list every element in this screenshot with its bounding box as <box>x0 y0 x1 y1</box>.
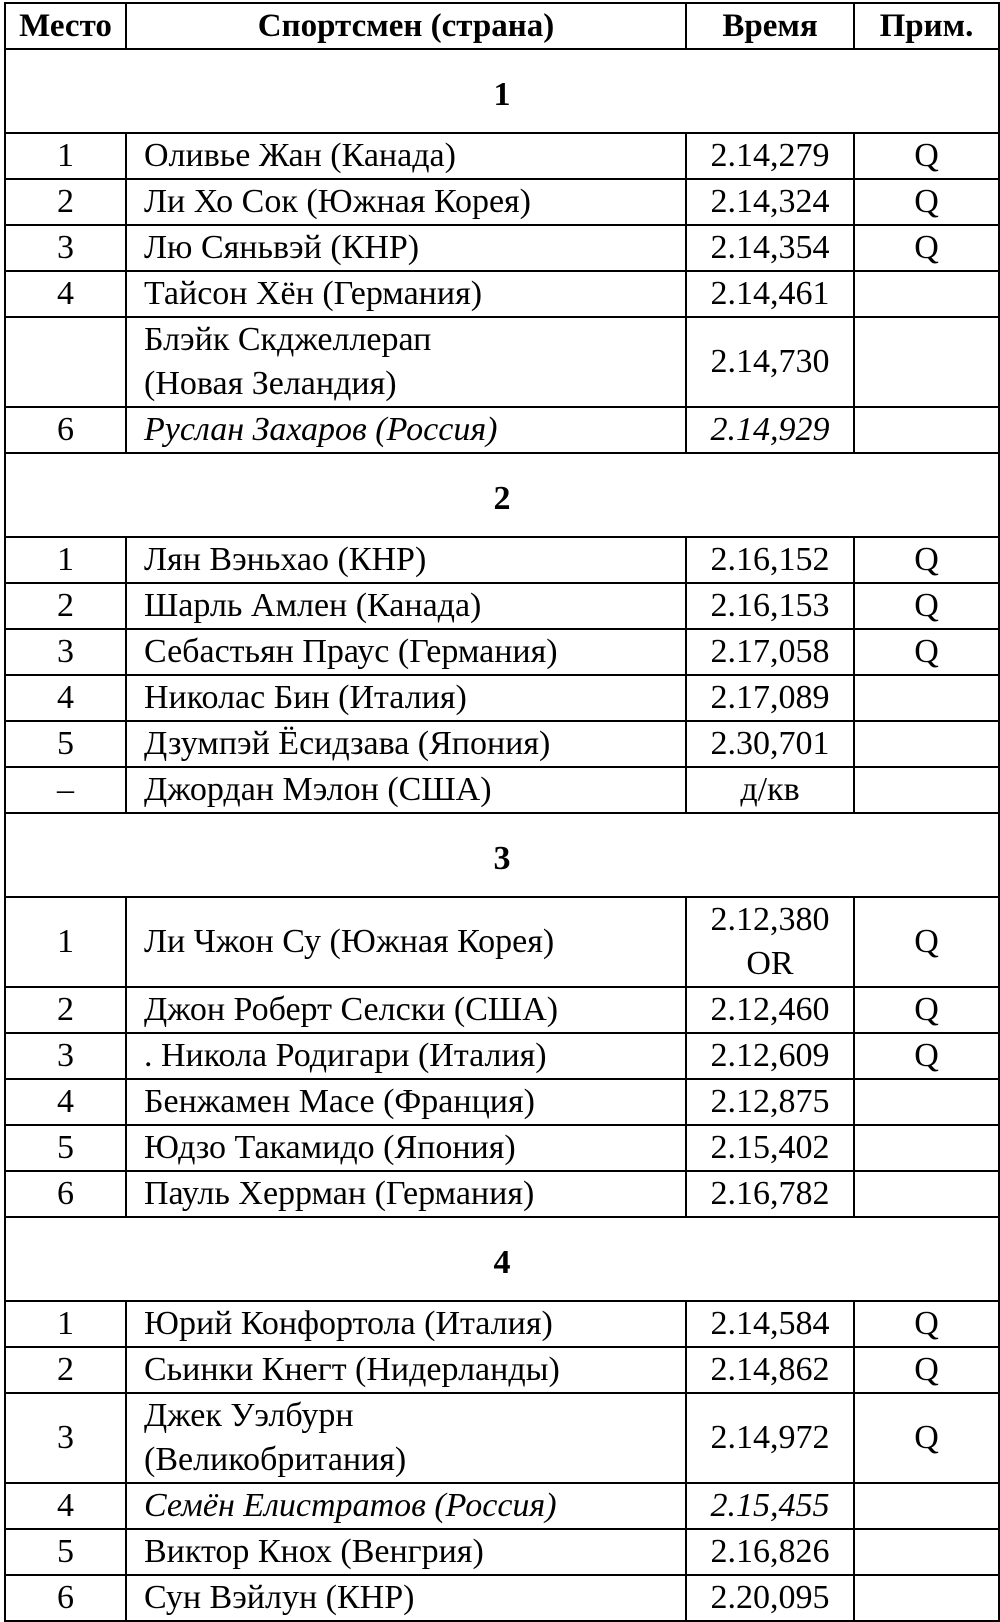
time-cell <box>686 537 854 583</box>
place-cell: 3 <box>5 1033 126 1079</box>
athlete-name-line: Себастьян Праус (Германия) <box>144 633 558 670</box>
time-value-line: 2.17,058 <box>710 633 830 670</box>
time-cell <box>686 1529 854 1575</box>
table-row <box>5 629 999 675</box>
athlete-name-line: (Новая Зеландия) <box>144 365 397 402</box>
time-cell <box>686 317 854 407</box>
table-row <box>5 1079 999 1125</box>
place-cell: 4 <box>5 1079 126 1125</box>
athlete-cell <box>126 1575 686 1621</box>
time-cell <box>686 675 854 721</box>
athlete-cell <box>126 897 686 987</box>
athlete-name-line: Оливье Жан (Канада) <box>144 137 456 174</box>
time-cell <box>686 583 854 629</box>
header-athlete: Спортсмен (страна) <box>126 3 686 49</box>
place-cell: 3 <box>5 225 126 271</box>
athlete-name-line: Джон Роберт Селски (США) <box>144 991 559 1028</box>
time-cell <box>686 1125 854 1171</box>
note-cell <box>854 1483 999 1529</box>
time-value-line: 2.14,584 <box>710 1305 830 1342</box>
time-value-line: 2.14,324 <box>710 183 830 220</box>
time-cell <box>686 225 854 271</box>
note-cell <box>854 721 999 767</box>
table-row <box>5 583 999 629</box>
results-body <box>5 49 999 1621</box>
athlete-name-line: (Великобритания) <box>144 1441 407 1478</box>
time-cell <box>686 1483 854 1529</box>
heat-label: 2 <box>5 453 999 537</box>
athlete-name-line: Пауль Херрман (Германия) <box>144 1175 535 1212</box>
time-value-line: 2.30,701 <box>710 725 830 762</box>
table-row <box>5 225 999 271</box>
place-cell: 6 <box>5 1171 126 1217</box>
table-row <box>5 1575 999 1621</box>
place-cell: 2 <box>5 583 126 629</box>
table-row <box>5 1393 999 1483</box>
athlete-cell <box>126 1529 686 1575</box>
time-value-line: OR <box>746 945 794 982</box>
athlete-cell <box>126 675 686 721</box>
place-cell: 2 <box>5 1347 126 1393</box>
time-value-line: 2.14,972 <box>710 1419 830 1456</box>
time-value-line: 2.15,402 <box>710 1129 830 1166</box>
athlete-name-line: Дзумпэй Ёсидзава (Япония) <box>144 725 551 762</box>
table-row <box>5 1483 999 1529</box>
place-cell: – <box>5 767 126 813</box>
place-cell: 5 <box>5 1529 126 1575</box>
note-cell: Q <box>854 1301 999 1347</box>
heat-header-row <box>5 49 999 133</box>
place-cell: 5 <box>5 721 126 767</box>
time-value-line: 2.15,455 <box>710 1487 830 1524</box>
note-cell: Q <box>854 1347 999 1393</box>
time-value-line: 2.12,875 <box>710 1083 830 1120</box>
athlete-name-line: Лян Вэньхао (КНР) <box>144 541 427 578</box>
time-cell <box>686 1301 854 1347</box>
time-value-line: д/кв <box>740 771 800 808</box>
note-cell <box>854 1171 999 1217</box>
athlete-cell <box>126 721 686 767</box>
time-cell <box>686 133 854 179</box>
table-row <box>5 987 999 1033</box>
note-cell <box>854 675 999 721</box>
place-cell: 2 <box>5 987 126 1033</box>
athlete-name-line: Тайсон Хён (Германия) <box>144 275 483 312</box>
place-cell: 2 <box>5 179 126 225</box>
heat-label: 1 <box>5 49 999 133</box>
time-cell <box>686 1575 854 1621</box>
time-value-line: 2.16,826 <box>710 1533 830 1570</box>
note-cell: Q <box>854 987 999 1033</box>
note-cell <box>854 407 999 453</box>
heat-header-row <box>5 813 999 897</box>
athlete-cell <box>126 537 686 583</box>
time-value-line: 2.16,153 <box>710 587 830 624</box>
note-cell: Q <box>854 897 999 987</box>
note-cell <box>854 767 999 813</box>
athlete-cell <box>126 1347 686 1393</box>
athlete-name-line: Сьинки Кнегт (Нидерланды) <box>144 1351 560 1388</box>
header-note: Прим. <box>854 3 999 49</box>
time-value-line: 2.14,461 <box>710 275 830 312</box>
place-cell: 4 <box>5 1483 126 1529</box>
time-value-line: 2.17,089 <box>710 679 830 716</box>
note-cell: Q <box>854 133 999 179</box>
place-cell: 1 <box>5 133 126 179</box>
note-cell <box>854 1529 999 1575</box>
athlete-cell <box>126 1125 686 1171</box>
table-row <box>5 1347 999 1393</box>
time-cell <box>686 179 854 225</box>
time-value-line: 2.20,095 <box>710 1579 830 1616</box>
table-row <box>5 897 999 987</box>
place-cell: 1 <box>5 897 126 987</box>
heat-header-row <box>5 453 999 537</box>
time-value-line: 2.14,354 <box>710 229 830 266</box>
athlete-name-line: Шарль Амлен (Канада) <box>144 587 482 624</box>
table-row <box>5 407 999 453</box>
note-cell: Q <box>854 179 999 225</box>
note-cell <box>854 1575 999 1621</box>
place-cell: 4 <box>5 271 126 317</box>
note-cell <box>854 317 999 407</box>
heat-header-row <box>5 1217 999 1301</box>
note-cell: Q <box>854 629 999 675</box>
athlete-cell <box>126 1393 686 1483</box>
athlete-cell <box>126 1079 686 1125</box>
athlete-name-line: Юдзо Такамидо (Япония) <box>144 1129 516 1166</box>
place-cell: 3 <box>5 1393 126 1483</box>
athlete-cell <box>126 179 686 225</box>
place-cell: 5 <box>5 1125 126 1171</box>
time-value-line: 2.14,279 <box>710 137 830 174</box>
athlete-cell <box>126 767 686 813</box>
table-row <box>5 1171 999 1217</box>
heat-label: 3 <box>5 813 999 897</box>
time-cell <box>686 1033 854 1079</box>
athlete-name-line: Ли Чжон Су (Южная Корея) <box>144 923 555 960</box>
note-cell: Q <box>854 225 999 271</box>
time-cell <box>686 897 854 987</box>
time-value-line: 2.16,152 <box>710 541 830 578</box>
athlete-cell <box>126 225 686 271</box>
time-value-line: 2.14,862 <box>710 1351 830 1388</box>
table-row <box>5 1125 999 1171</box>
athlete-cell <box>126 1171 686 1217</box>
place-cell: 3 <box>5 629 126 675</box>
athlete-name-line: Джек Уэлбурн <box>144 1397 354 1434</box>
table-row <box>5 537 999 583</box>
athlete-name-line: Юрий Конфортола (Италия) <box>144 1305 553 1342</box>
athlete-cell <box>126 317 686 407</box>
athlete-name-line: Виктор Кнох (Венгрия) <box>144 1533 484 1570</box>
time-cell <box>686 629 854 675</box>
header-time: Время <box>686 3 854 49</box>
table-row <box>5 767 999 813</box>
results-table <box>4 2 1000 1622</box>
time-cell <box>686 271 854 317</box>
athlete-name-line: Ли Хо Сок (Южная Корея) <box>144 183 531 220</box>
time-cell <box>686 1393 854 1483</box>
table-row <box>5 1033 999 1079</box>
athlete-cell <box>126 407 686 453</box>
athlete-cell <box>126 133 686 179</box>
place-cell: 6 <box>5 1575 126 1621</box>
heat-label: 4 <box>5 1217 999 1301</box>
athlete-name-line: Лю Сяньвэй (КНР) <box>144 229 420 266</box>
header-place: Место <box>5 3 126 49</box>
table-row <box>5 1301 999 1347</box>
time-value-line: 2.14,730 <box>710 343 830 380</box>
time-cell <box>686 407 854 453</box>
table-row <box>5 133 999 179</box>
place-cell <box>5 317 126 407</box>
athlete-name-line: Семён Елистратов (Россия) <box>144 1487 557 1524</box>
athlete-name-line: Джордан Мэлон (США) <box>144 771 492 808</box>
athlete-cell <box>126 583 686 629</box>
athlete-name-line: Руслан Захаров (Россия) <box>144 411 498 448</box>
place-cell: 1 <box>5 537 126 583</box>
athlete-name-line: Сун Вэйлун (КНР) <box>144 1579 415 1616</box>
table-row <box>5 1529 999 1575</box>
note-cell <box>854 1079 999 1125</box>
header-row <box>5 3 999 49</box>
table-row <box>5 675 999 721</box>
time-cell <box>686 987 854 1033</box>
place-cell: 6 <box>5 407 126 453</box>
table-row <box>5 721 999 767</box>
athlete-cell <box>126 1033 686 1079</box>
athlete-name-line: Бенжамен Масе (Франция) <box>144 1083 535 1120</box>
athlete-name-line: Николас Бин (Италия) <box>144 679 467 716</box>
athlete-name-line: Блэйк Скджеллерап <box>144 321 432 358</box>
time-cell <box>686 1079 854 1125</box>
athlete-cell <box>126 1483 686 1529</box>
athlete-cell <box>126 1301 686 1347</box>
note-cell <box>854 271 999 317</box>
athlete-cell <box>126 987 686 1033</box>
note-cell: Q <box>854 583 999 629</box>
time-cell <box>686 721 854 767</box>
time-value-line: 2.12,609 <box>710 1037 830 1074</box>
athlete-name-line: . Никола Родигари (Италия) <box>144 1037 547 1074</box>
time-value-line: 2.16,782 <box>710 1175 830 1212</box>
note-cell: Q <box>854 1033 999 1079</box>
athlete-cell <box>126 629 686 675</box>
time-value-line: 2.14,929 <box>710 411 830 448</box>
athlete-cell <box>126 271 686 317</box>
table-row <box>5 317 999 407</box>
place-cell: 4 <box>5 675 126 721</box>
time-cell <box>686 1347 854 1393</box>
table-row <box>5 179 999 225</box>
note-cell: Q <box>854 537 999 583</box>
note-cell: Q <box>854 1393 999 1483</box>
time-value-line: 2.12,460 <box>710 991 830 1028</box>
time-cell <box>686 1171 854 1217</box>
note-cell <box>854 1125 999 1171</box>
time-cell <box>686 767 854 813</box>
place-cell: 1 <box>5 1301 126 1347</box>
time-value-line: 2.12,380 <box>710 901 830 938</box>
table-row <box>5 271 999 317</box>
